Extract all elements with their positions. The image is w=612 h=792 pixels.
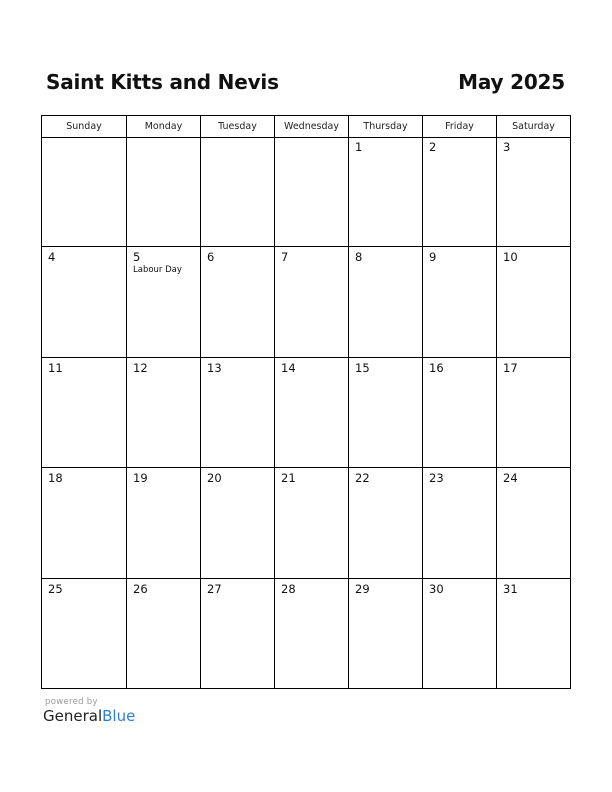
day-number: 2 (429, 140, 437, 154)
day-cell (127, 137, 201, 247)
day-cell (349, 137, 423, 247)
day-cell (127, 358, 201, 468)
day-cell (127, 579, 201, 689)
day-cell (349, 468, 423, 578)
day-number: 29 (355, 581, 370, 596)
weekday-thursday: Thursday (349, 116, 423, 138)
day-number: 31 (503, 581, 518, 596)
weekday-friday: Friday (423, 116, 497, 138)
logo-blue-text: Blue (102, 707, 136, 725)
week-row-5 (42, 579, 571, 689)
weekday-tuesday: Tuesday (201, 116, 275, 138)
day-number: 19 (133, 471, 148, 486)
day-cell (275, 247, 349, 357)
day-cell (349, 247, 423, 357)
day-number: 24 (503, 471, 518, 486)
day-cell (275, 137, 349, 247)
week-row-3 (42, 358, 571, 468)
day-cell (127, 468, 201, 578)
calendar-country-title: Saint Kitts and Nevis (46, 70, 279, 94)
generalblue-logo[interactable] (43, 707, 135, 725)
powered-by-text: powered by (45, 697, 98, 707)
week-row-4 (42, 468, 571, 578)
day-cell (423, 358, 497, 468)
day-cell (127, 247, 201, 357)
day-cell (497, 247, 571, 357)
week-row-1 (42, 137, 571, 247)
day-cell (423, 579, 497, 689)
day-number: 10 (503, 250, 518, 265)
day-cell (275, 468, 349, 578)
day-number: 15 (355, 360, 370, 375)
day-number: 4 (48, 250, 56, 265)
day-cell (497, 137, 571, 247)
day-number: 5 (133, 250, 141, 265)
day-number: 23 (429, 471, 444, 486)
day-number: 18 (48, 471, 63, 486)
weekday-monday: Monday (127, 116, 201, 138)
day-cell (349, 358, 423, 468)
logo-general-text: General (43, 707, 103, 725)
weekday-saturday: Saturday (497, 116, 571, 138)
weekday-header-row (42, 116, 571, 137)
day-cell (275, 579, 349, 689)
day-cell (497, 358, 571, 468)
day-number: 20 (207, 471, 222, 486)
day-number: 22 (355, 471, 370, 486)
day-number: 3 (503, 140, 511, 154)
day-number: 7 (281, 250, 289, 265)
week-row-2 (42, 247, 571, 357)
day-number: 12 (133, 360, 148, 375)
day-number: 13 (207, 360, 222, 375)
day-number: 30 (429, 581, 444, 596)
day-cell (42, 468, 127, 578)
calendar-grid (41, 115, 571, 689)
day-cell (201, 358, 275, 468)
day-cell (42, 137, 127, 247)
day-number: 11 (48, 360, 63, 375)
footer-branding (43, 697, 135, 725)
day-number: 16 (429, 360, 444, 375)
day-cell (201, 247, 275, 357)
day-number: 26 (133, 581, 148, 596)
day-cell (423, 137, 497, 247)
day-cell (423, 247, 497, 357)
day-number: 25 (48, 581, 63, 596)
day-cell (42, 358, 127, 468)
day-cell (275, 358, 349, 468)
day-cell (497, 579, 571, 689)
day-number: 14 (281, 360, 296, 375)
day-number: 17 (503, 360, 518, 375)
day-cell (423, 468, 497, 578)
weekday-wednesday: Wednesday (275, 116, 349, 138)
day-cell (497, 468, 571, 578)
day-cell (42, 247, 127, 357)
day-cell (349, 579, 423, 689)
calendar-month-title: May 2025 (458, 70, 565, 94)
day-number: 8 (355, 250, 363, 265)
day-number: 9 (429, 250, 437, 265)
day-number: 21 (281, 471, 296, 486)
weekday-sunday: Sunday (42, 116, 127, 138)
day-number: 27 (207, 581, 222, 596)
day-cell (201, 579, 275, 689)
day-cell (201, 468, 275, 578)
day-cell (201, 137, 275, 247)
holiday-label: Labour Day (133, 265, 182, 276)
day-number: 1 (355, 140, 363, 154)
day-number: 28 (281, 581, 296, 596)
day-cell (42, 579, 127, 689)
day-number: 6 (207, 250, 215, 265)
